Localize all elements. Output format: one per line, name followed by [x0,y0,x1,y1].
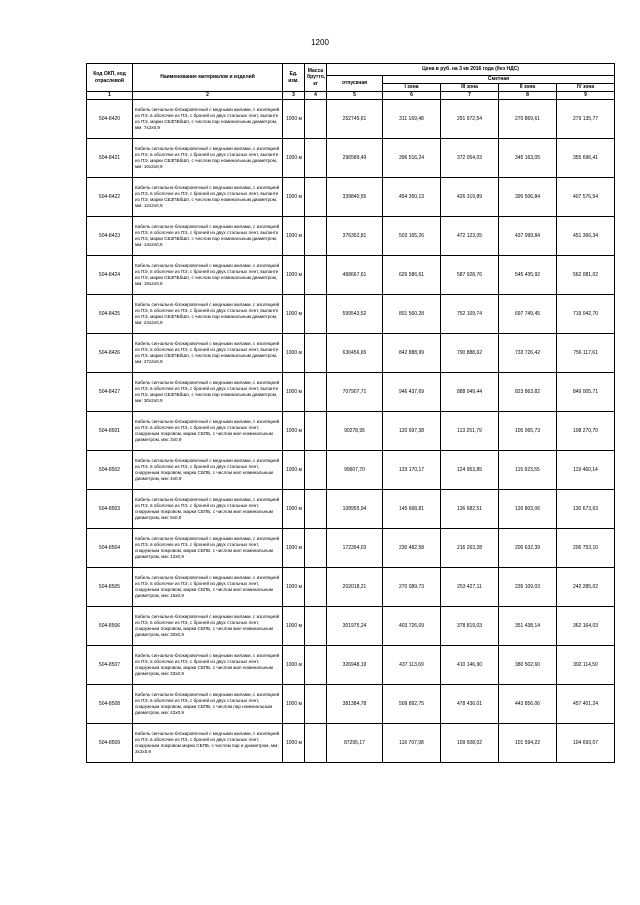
table-row [87,646,615,685]
header-estimate-group: Сметная [383,76,615,84]
code-cell: 504-8420 [87,100,133,139]
mass-cell [305,685,327,724]
release-price-cell: 381384,78 [327,685,383,724]
table-row [87,490,615,529]
zone-1-price-cell: 626 586,61 [383,256,441,295]
code-cell: 504-8506 [87,607,133,646]
zone-1-price-cell: 230 482,58 [383,529,441,568]
table-row [87,529,615,568]
zone-3-price-cell: 235 109,03 [499,568,557,607]
zone-2-price-cell: 478 436,01 [441,685,499,724]
release-price-cell: 339840,55 [327,178,383,217]
code-cell: 504-8422 [87,178,133,217]
zone-3-price-cell: 126 803,06 [499,490,557,529]
table-row [87,139,615,178]
unit-cell: 1000 м [283,100,305,139]
zone-3-price-cell: 823 863,82 [499,373,557,412]
unit-cell: 1000 м [283,490,305,529]
table-row [87,607,615,646]
mass-cell [305,373,327,412]
zone-3-price-cell: 697 749,45 [499,295,557,334]
zone-4-price-cell: 849 005,71 [557,373,615,412]
name-cell: Кабель сигнально-блокировочный с медными жилами, с изоляцией из ПЭ, в оболочке из ПЭ, с броней из двух стальных лент, выпанте из ПЭ, марки СБЗПБбШп, с числом пар номинальным диаметром, мм: 10х2х0,9 [133,139,283,178]
name-cell: Кабель сигнально-блокировочный с медными жилами, с изоляцией из ПЭ, в оболочке из ПЭ, с броней из двух стальных лент, снаружным покровом, марки СБПБ, с числом жил номинальным диаметром, мм: 3х0,9 [133,412,283,451]
name-cell: Кабель сигнально-блокировочный с медными жилами, с изоляцией из ПЭ, в оболочке из ПЭ, с броней из двух стальных лент, снаружным покровом, марки СБПБ, с числом жил номинальным диаметром, мм: 12х0,9 [133,529,283,568]
name-cell: Кабель сигнально-блокировочный с медными жилами, с изоляцией из ПЭ, в оболочке из ПЭ, с броней из двух стальных лент, выпанте из ПЭ, марки СБЗПБбШп, с числом пар номинальным диаметром, мм: 7х2х0,9 [133,100,283,139]
name-cell: Кабель сигнально-блокировочный с медными жилами, с изоляцией из ПЭ, в оболочке из ПЭ, с броней из двух стальных лент, снаружным покровом, марки СБПБ, с числом жил номинальным диаметром, мм: 4х0,9 [133,451,283,490]
name-cell: Кабель сигнально-блокировочный с медными жилами, с изоляцией из ПЭ, в оболочке из ПЭ, с броней из двух стальных лент, выпанте из ПЭ, марки СБЗПБбШп, с числом пар номинальным диаметром, мм: 14х2х0,9 [133,217,283,256]
mass-cell [305,178,327,217]
zone-4-price-cell: 108 270,70 [557,412,615,451]
release-price-cell: 296589,49 [327,139,383,178]
release-price-cell: 468667,61 [327,256,383,295]
zone-2-price-cell: 426 319,89 [441,178,499,217]
zone-3-price-cell: 200 632,39 [499,529,557,568]
zone-3-price-cell: 105 065,73 [499,412,557,451]
name-cell: Кабель сигнально-блокировочный с медными жилами, с изоляцией из ПЭ, в оболочке из ПЭ, с броней из двух стальных лент, снаружным покровом марки СБПБ, с числом пар и диаметром, мм: 3х2х0,9 [133,724,283,763]
zone-4-price-cell: 451 366,34 [557,217,615,256]
header-unit: Ед. изм. [283,64,305,92]
code-cell: 504-8502 [87,451,133,490]
mass-cell [305,334,327,373]
zone-1-price-cell: 503 165,26 [383,217,441,256]
unit-cell: 1000 м [283,334,305,373]
name-cell: Кабель сигнально-блокировочный с медными жилами, с изоляцией из ПЭ, в оболочке из ПЭ, с броней из двух стальных лент, выпанте из ПЭ, марки СБЗПБбШп, с числом пар номинальным диаметром, мм: 12х2х0,9 [133,178,283,217]
zone-4-price-cell: 362 164,03 [557,607,615,646]
zone-1-price-cell: 437 113,69 [383,646,441,685]
release-price-cell: 202018,21 [327,568,383,607]
mass-cell [305,568,327,607]
header-zone-3: II зона [499,84,557,92]
unit-cell: 1000 м [283,646,305,685]
column-number: 9 [557,92,615,100]
release-price-cell: 630456,65 [327,334,383,373]
code-cell: 504-8507 [87,646,133,685]
code-cell: 504-8501 [87,412,133,451]
column-number: 3 [283,92,305,100]
zone-3-price-cell: 443 856,06 [499,685,557,724]
code-cell: 504-8509 [87,724,133,763]
price-table [86,63,615,763]
header-zone-4: IV зона [557,84,615,92]
zone-2-price-cell: 790 888,62 [441,334,499,373]
header-mass: Масса брутто, кг [305,64,327,92]
zone-1-price-cell: 145 668,81 [383,490,441,529]
zone-3-price-cell: 380 502,60 [499,646,557,685]
zone-1-price-cell: 509 892,75 [383,685,441,724]
release-price-cell: 172394,03 [327,529,383,568]
zone-4-price-cell: 130 673,63 [557,490,615,529]
release-price-cell: 599543,52 [327,295,383,334]
mass-cell [305,607,327,646]
zone-1-price-cell: 270 089,73 [383,568,441,607]
zone-1-price-cell: 120 697,38 [383,412,441,451]
zone-4-price-cell: 206 753,10 [557,529,615,568]
release-price-cell: 301975,24 [327,607,383,646]
table-row [87,256,615,295]
column-number: 2 [133,92,283,100]
mass-cell [305,451,327,490]
mass-cell [305,256,327,295]
zone-2-price-cell: 372 054,03 [441,139,499,178]
table-row [87,178,615,217]
zone-1-price-cell: 133 170,17 [383,451,441,490]
name-cell: Кабель сигнально-блокировочный с медными жилами, с изоляцией из ПЭ, в оболочке из ПЭ, с броней из двух стальных лент, снаружным покровом, марки СБПБ, с числом пар номинальным диаметром, мм: 42х0,9 [133,685,283,724]
zone-4-price-cell: 355 696,41 [557,139,615,178]
mass-cell [305,217,327,256]
zone-3-price-cell: 733 726,42 [499,334,557,373]
column-number: 8 [499,92,557,100]
header-release: отпускная [327,76,383,92]
zone-4-price-cell: 719 042,70 [557,295,615,334]
zone-1-price-cell: 801 560,28 [383,295,441,334]
header-code: Код ОКП, код отраслевой [87,64,133,92]
zone-4-price-cell: 104 693,07 [557,724,615,763]
name-cell: Кабель сигнально-блокировочный с медными жилами, с изоляцией из ПЭ, в оболочке из ПЭ, с броней из двух стальных лент, снаружным покровом, марки СБПБ, с числом жил номинальным диаметром, мм: 33х0,9 [133,646,283,685]
mass-cell [305,646,327,685]
code-cell: 504-8504 [87,529,133,568]
unit-cell: 1000 м [283,607,305,646]
table-row [87,724,615,763]
table-row [87,295,615,334]
code-cell: 504-8424 [87,256,133,295]
release-price-cell: 376352,81 [327,217,383,256]
mass-cell [305,724,327,763]
zone-1-price-cell: 454 350,13 [383,178,441,217]
zone-3-price-cell: 351 438,14 [499,607,557,646]
zone-2-price-cell: 109 508,02 [441,724,499,763]
unit-cell: 1000 м [283,373,305,412]
release-price-cell: 87295,17 [327,724,383,763]
header-name: Наименование материалов и изделий [133,64,283,92]
table-row [87,568,615,607]
header-price-group: Цена в руб. на 3 кв 2016 года (без НДС) [327,64,615,76]
mass-cell [305,100,327,139]
unit-cell: 1000 м [283,295,305,334]
zone-2-price-cell: 888 049,44 [441,373,499,412]
zone-1-price-cell: 403 726,09 [383,607,441,646]
table-row [87,217,615,256]
zone-1-price-cell: 116 707,98 [383,724,441,763]
zone-2-price-cell: 136 682,51 [441,490,499,529]
release-price-cell: 90278,95 [327,412,383,451]
unit-cell: 1000 м [283,724,305,763]
name-cell: Кабель сигнально-блокировочный с медными жилами, с изоляцией из ПЭ, в оболочке из ПЭ, с броней из двух стальных лент, выпанте из ПЭ, марки СБЗПБбШп, с числом пар номинальным диаметром, мм: 30х2х0,9 [133,373,283,412]
code-cell: 504-8427 [87,373,133,412]
mass-cell [305,529,327,568]
zone-2-price-cell: 472 123,05 [441,217,499,256]
unit-cell: 1000 м [283,685,305,724]
zone-4-price-cell: 279 135,77 [557,100,615,139]
code-cell: 504-8425 [87,295,133,334]
code-cell: 504-8505 [87,568,133,607]
name-cell: Кабель сигнально-блокировочный с медными жилами, с изоляцией из ПЭ, в оболочке из ПЭ, с броней из двух стальных лент, выпанте из ПЭ, марки СБЗПБбШп, с числом пар номинальным диаметром, мм: 27х2х0,9 [133,334,283,373]
unit-cell: 1000 м [283,139,305,178]
code-cell: 504-8503 [87,490,133,529]
table-row [87,334,615,373]
table-row [87,685,615,724]
zone-2-price-cell: 216 263,28 [441,529,499,568]
name-cell: Кабель сигнально-блокировочный с медными жилами, с изоляцией из ПЭ, в оболочке из ПЭ, с броней из двух стальных лент, выпанте из ПЭ, марки СБЗПБбШп, с числом пар номинальным диаметром, мм: 19х2х0,9 [133,256,283,295]
code-cell: 504-8423 [87,217,133,256]
zone-1-price-cell: 396 516,24 [383,139,441,178]
zone-4-price-cell: 756 117,61 [557,334,615,373]
zone-4-price-cell: 562 081,02 [557,256,615,295]
column-number: 5 [327,92,383,100]
unit-cell: 1000 м [283,178,305,217]
unit-cell: 1000 м [283,256,305,295]
zone-3-price-cell: 270 869,61 [499,100,557,139]
name-cell: Кабель сигнально-блокировочный с медными жилами, с изоляцией из ПЭ, в оболочке из ПЭ, с броней из двух стальных лент, снаружным покровом, марки СБПБ, с числом жил номинальным диаметром, мм: 5х0,9 [133,490,283,529]
zone-1-price-cell: 311 169,48 [383,100,441,139]
code-cell: 504-8508 [87,685,133,724]
column-number-row [87,92,615,100]
column-number: 4 [305,92,327,100]
release-price-cell: 252745,61 [327,100,383,139]
zone-3-price-cell: 545 435,92 [499,256,557,295]
header-zone-2: III зона [441,84,499,92]
release-price-cell: 99607,70 [327,451,383,490]
column-number: 7 [441,92,499,100]
zone-3-price-cell: 101 594,22 [499,724,557,763]
mass-cell [305,412,327,451]
unit-cell: 1000 м [283,412,305,451]
mass-cell [305,139,327,178]
zone-3-price-cell: 345 163,05 [499,139,557,178]
zone-2-price-cell: 253 427,11 [441,568,499,607]
column-number: 6 [383,92,441,100]
name-cell: Кабель сигнально-блокировочный с медными жилами, с изоляцией из ПЭ, в оболочке из ПЭ, с броней из двух стальных лент, выпанте из ПЭ, марки СБЗПБбШп, с числом пар номинальным диаметром, мм: 24х2х0,9 [133,295,283,334]
table-row [87,451,615,490]
zone-4-price-cell: 457 401,24 [557,685,615,724]
header-zone-1: I зона [383,84,441,92]
unit-cell: 1000 м [283,529,305,568]
table-row [87,100,615,139]
zone-1-price-cell: 842 888,99 [383,334,441,373]
zone-2-price-cell: 113 251,79 [441,412,499,451]
zone-3-price-cell: 395 506,84 [499,178,557,217]
table-row [87,412,615,451]
code-cell: 504-8426 [87,334,133,373]
zone-4-price-cell: 407 576,54 [557,178,615,217]
zone-2-price-cell: 587 928,76 [441,256,499,295]
zone-2-price-cell: 291 972,54 [441,100,499,139]
release-price-cell: 108955,94 [327,490,383,529]
name-cell: Кабель сигнально-блокировочный с медными жилами, с изоляцией из ПЭ, в оболочке из ПЭ, с броней из двух стальных лент, снаружным покровом, марки СБПБ, с числом жил номинальным диаметром, мм: 30х0,9 [133,607,283,646]
zone-2-price-cell: 124 953,85 [441,451,499,490]
zone-2-price-cell: 752 109,74 [441,295,499,334]
zone-4-price-cell: 119 460,14 [557,451,615,490]
unit-cell: 1000 м [283,451,305,490]
column-number: 1 [87,92,133,100]
mass-cell [305,490,327,529]
mass-cell [305,295,327,334]
zone-3-price-cell: 115 923,55 [499,451,557,490]
page-number: 1200 [311,38,329,47]
release-price-cell: 707907,71 [327,373,383,412]
unit-cell: 1000 м [283,217,305,256]
zone-2-price-cell: 378 819,03 [441,607,499,646]
zone-4-price-cell: 392 114,50 [557,646,615,685]
zone-4-price-cell: 242 285,02 [557,568,615,607]
zone-2-price-cell: 410 146,90 [441,646,499,685]
zone-3-price-cell: 437 999,84 [499,217,557,256]
zone-1-price-cell: 946 437,69 [383,373,441,412]
table-row [87,373,615,412]
code-cell: 504-8421 [87,139,133,178]
release-price-cell: 326948,19 [327,646,383,685]
unit-cell: 1000 м [283,568,305,607]
name-cell: Кабель сигнально-блокировочный с медными жилами, с изоляцией из ПЭ, в оболочке из ПЭ, с броней из двух стальных лент, снаружным покровом, марки СБПБ, с числом жил номинальным диаметром, мм: 16х0,9 [133,568,283,607]
